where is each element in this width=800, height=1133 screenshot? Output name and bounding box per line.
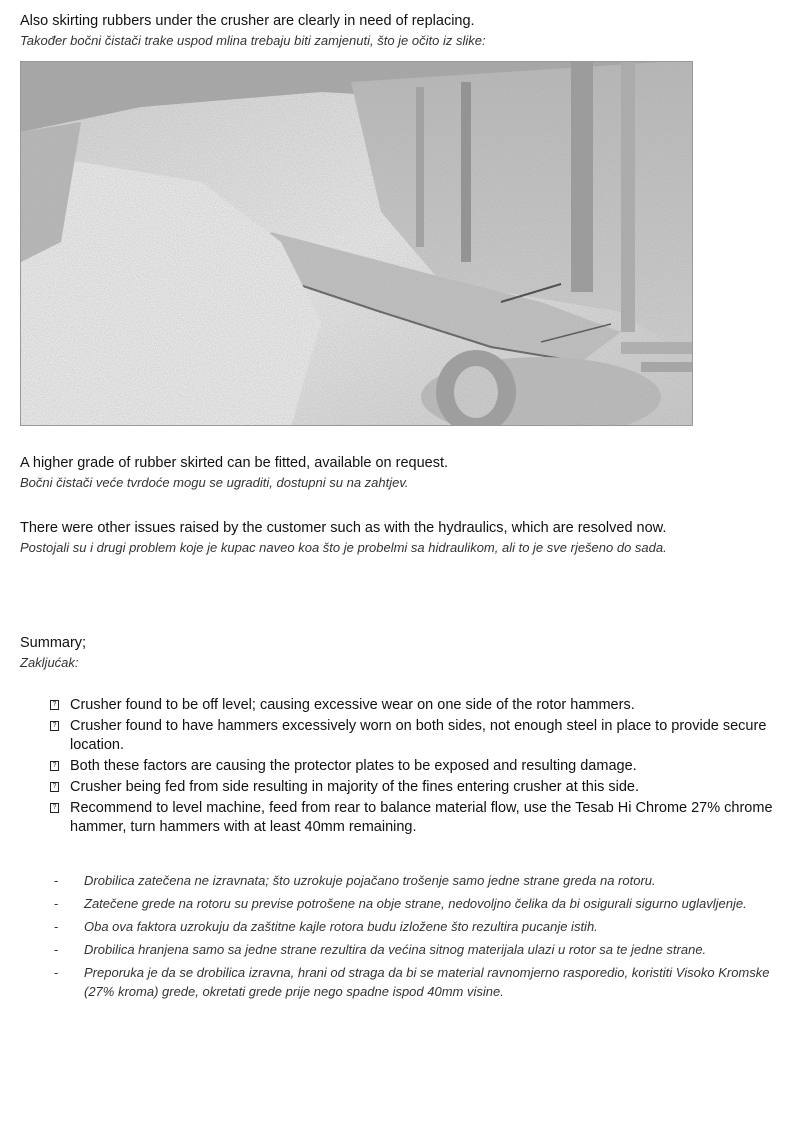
intro-text-hr: Također bočni čistači trake uspod mlina trebaju biti zamjenuti, što je očito iz slike: [20, 33, 486, 48]
dash-item-text: Oba ova faktora uzrokuju da zaštitne kajle rotora budu izložene što rezultira pucanje istih. [84, 919, 598, 934]
other-issues-text-hr: Postojali su i drugi problem koje je kupac naveo koa što je probelmi sa hidraulikom, ali to je sve rješeno do sada. [20, 540, 667, 555]
summary-title-en: Summary; [20, 635, 87, 651]
list-item [50, 696, 790, 715]
crusher-skirting-photo [20, 61, 693, 426]
bullet-text: Both these factors are causing the protector plates to be exposed and resulting damage. [70, 758, 637, 774]
dash-marker: - [54, 873, 59, 888]
list-item [54, 917, 790, 936]
list-item [50, 717, 790, 755]
missing-glyph-icon: ? [50, 700, 59, 710]
list-item [54, 894, 790, 913]
dash-item-text: Preporuka je da se drobilica izravna, hrani od straga da bi se material ravnomjerno rasporedio, koristiti Visoko Kromske (27% kroma) grede, okretati grede prije nego spadne ispod 40mm visine. [84, 965, 770, 999]
summary-dash-list-hr [54, 871, 790, 1005]
intro-section [20, 12, 790, 50]
summary-bullet-list [50, 696, 790, 839]
missing-glyph-icon: ? [50, 721, 59, 731]
dash-item-text: Drobilica hranjena samo sa jedne strane rezultira da većina sitnog materijala ulazi u rotor sa te jedne strane. [84, 942, 707, 957]
dash-marker: - [54, 919, 59, 934]
dash-item-text: Drobilica zatečena ne izravnata; što uzrokuje pojačano trošenje samo jedne strane greda na rotoru. [84, 873, 656, 888]
summary-heading [20, 634, 790, 672]
dash-marker: - [54, 965, 59, 980]
list-item [50, 778, 790, 797]
bullet-text: Recommend to level machine, feed from rear to balance material flow, use the Tesab Hi Chrome 27% chrome hammer, turn hammers with at least 40mm remaining. [70, 800, 773, 835]
other-issues-text-en: There were other issues raised by the customer such as with the hydraulics, which are resolved now. [20, 520, 667, 536]
summary-title-hr: Zakljućak: [20, 655, 79, 670]
higher-grade-section [20, 454, 790, 492]
dash-marker: - [54, 896, 59, 911]
dash-marker: - [54, 942, 59, 957]
missing-glyph-icon: ? [50, 782, 59, 792]
list-item [54, 871, 790, 890]
missing-glyph-icon: ? [50, 803, 59, 813]
intro-text-en: Also skirting rubbers under the crusher are clearly in need of replacing. [20, 13, 475, 29]
list-item [50, 799, 790, 837]
list-item [54, 963, 790, 1001]
dash-item-text: Zatečene grede na rotoru su previse potrošene na obje strane, nedovoljno čelika da bi osigurali sigurno uglavljenje. [84, 896, 747, 911]
bullet-text: Crusher found to have hammers excessively worn on both sides, not enough steel in place to provide secure location. [70, 718, 767, 753]
bullet-text: Crusher being fed from side resulting in majority of the fines entering crusher at this side. [70, 779, 639, 795]
higher-grade-text-en: A higher grade of rubber skirted can be fitted, available on request. [20, 455, 449, 471]
missing-glyph-icon: ? [50, 761, 59, 771]
list-item [50, 757, 790, 776]
higher-grade-text-hr: Bočni čistači veće tvrdoće mogu se ugraditi, dostupni su na zahtjev. [20, 475, 409, 490]
bullet-text: Crusher found to be off level; causing excessive wear on one side of the rotor hammers. [70, 697, 635, 713]
other-issues-section [20, 519, 795, 557]
list-item [54, 940, 790, 959]
photo-illustration [21, 62, 693, 426]
